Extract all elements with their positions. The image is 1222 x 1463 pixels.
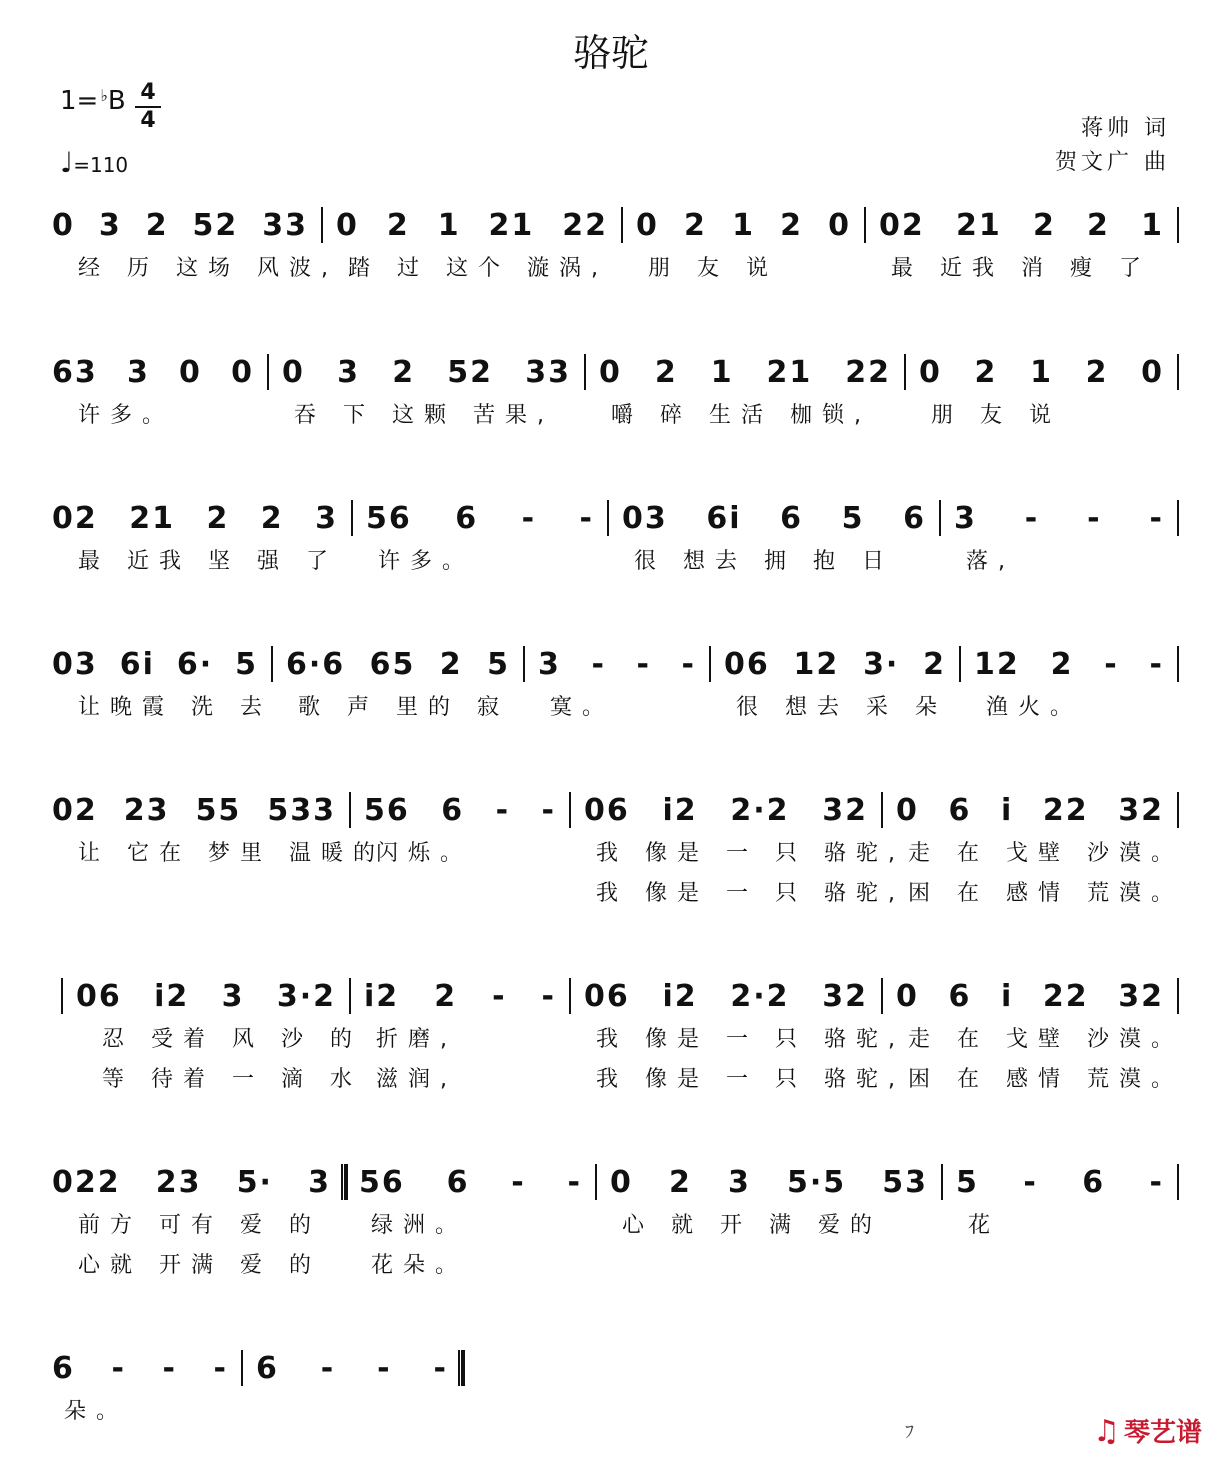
notes-row bbox=[0, 1348, 1222, 1388]
measure bbox=[896, 976, 1164, 1016]
barline bbox=[321, 207, 323, 243]
measure bbox=[584, 790, 868, 830]
lyric-segment: 心 就 开 满 爱的 bbox=[622, 1213, 882, 1238]
key-prefix: 1= bbox=[60, 86, 99, 116]
measure bbox=[282, 352, 571, 392]
note-group: - bbox=[111, 1350, 126, 1386]
lyric-segment: 我 像是 一 只 骆驼, bbox=[596, 1027, 905, 1052]
lyric-segment: 让 它在 梦里 温暖的 bbox=[78, 841, 385, 866]
note-group: 2 bbox=[260, 500, 284, 536]
measure bbox=[359, 1162, 582, 1202]
lyrics-line bbox=[0, 544, 1222, 572]
notes-row bbox=[0, 790, 1222, 830]
note-group: 6 bbox=[903, 500, 926, 536]
lyric-segment: 最 近我 消 瘦 了 bbox=[891, 256, 1151, 281]
barline bbox=[595, 1164, 597, 1200]
note-group: i2 bbox=[154, 978, 190, 1014]
note-group: 03 bbox=[622, 500, 668, 536]
note-group: 1 bbox=[1030, 354, 1053, 390]
measure bbox=[256, 1348, 448, 1388]
measure bbox=[599, 352, 891, 392]
measure bbox=[52, 790, 336, 830]
barline bbox=[621, 207, 623, 243]
note-group: 0 bbox=[896, 978, 919, 1014]
note-group: 1 bbox=[732, 207, 755, 243]
lyric-segment: 嚼 碎 生活 枷锁, bbox=[611, 403, 871, 428]
time-signature-bottom: 4 bbox=[135, 106, 161, 134]
note-group: 65 bbox=[369, 646, 416, 682]
note-group: 63 bbox=[52, 354, 98, 390]
lyric-segment: 等 待着 一 滴 水 bbox=[102, 1067, 362, 1092]
barline bbox=[904, 354, 906, 390]
note-group: 55 bbox=[195, 792, 242, 828]
note-group: 3 bbox=[126, 354, 150, 390]
lyric-segment: 朵。 bbox=[64, 1399, 129, 1424]
lyric-segment: 花 bbox=[968, 1213, 1001, 1238]
note-group: 6 bbox=[948, 978, 972, 1014]
measure bbox=[954, 498, 1164, 538]
note-group: i2 bbox=[364, 978, 400, 1014]
lyric-segment: 很 想去 拥 抱 日 bbox=[634, 549, 894, 574]
note-group: - bbox=[579, 500, 594, 536]
note-group: 02 bbox=[52, 500, 98, 536]
flat-sign: ♭ bbox=[100, 86, 108, 105]
barline bbox=[1177, 207, 1179, 243]
note-group: 52 bbox=[447, 354, 494, 390]
note-group: 53 bbox=[882, 1164, 928, 1200]
quarter-note-icon: ♩ bbox=[60, 146, 74, 179]
lyrics-line bbox=[0, 690, 1222, 718]
lyric-segment: 滋润, bbox=[376, 1067, 457, 1092]
note-group: - bbox=[162, 1350, 177, 1386]
note-group: 2·2 bbox=[730, 978, 790, 1014]
note-group: 0 bbox=[231, 354, 254, 390]
note-group: 2 bbox=[974, 354, 998, 390]
barline bbox=[523, 646, 525, 682]
measure bbox=[52, 205, 308, 245]
note-group: 2 bbox=[206, 500, 230, 536]
note-group: 3 bbox=[315, 500, 338, 536]
barline bbox=[349, 792, 351, 828]
note-group: - bbox=[541, 978, 556, 1014]
note-group: 56 bbox=[366, 500, 412, 536]
measure bbox=[52, 352, 254, 392]
note-group: 0 bbox=[336, 207, 359, 243]
lyricist-credit: 蒋帅 词 bbox=[1081, 116, 1170, 141]
note-group: 3 bbox=[538, 646, 561, 682]
measure bbox=[636, 205, 851, 245]
measure bbox=[974, 644, 1164, 684]
barline bbox=[267, 354, 269, 390]
lyric-segment: 绿洲。 bbox=[371, 1213, 468, 1238]
note-group: 3 bbox=[954, 500, 977, 536]
note-group: 03 bbox=[52, 646, 98, 682]
measure bbox=[336, 205, 608, 245]
notes-row bbox=[0, 1162, 1222, 1202]
note-group: 6 bbox=[441, 792, 465, 828]
lyric-segment: 闪烁。 bbox=[376, 841, 473, 866]
note-group: 2 bbox=[684, 207, 707, 243]
barline bbox=[959, 646, 961, 682]
lyric-segment: 忍 受着 风 沙 的 bbox=[102, 1027, 362, 1052]
lyric-segment: 经 历 这场 风波, bbox=[78, 256, 338, 281]
note-group: 6 bbox=[1082, 1164, 1106, 1200]
note-group: i bbox=[1000, 978, 1014, 1014]
note-group: 12 bbox=[793, 646, 840, 682]
lyrics-line bbox=[0, 876, 1222, 904]
lyric-segment: 渔火。 bbox=[986, 695, 1083, 720]
lyric-segment: 走 在 戈壁 沙漠。 bbox=[908, 1027, 1183, 1052]
note-group: 0 bbox=[52, 207, 75, 243]
note-group: 6 bbox=[455, 500, 479, 536]
measure bbox=[879, 205, 1164, 245]
barline bbox=[939, 500, 941, 536]
note-group: 3 bbox=[308, 1164, 331, 1200]
measure bbox=[584, 976, 868, 1016]
lyrics-line bbox=[0, 836, 1222, 864]
notes-row bbox=[0, 498, 1222, 538]
page-mark: ﾌ bbox=[905, 1422, 914, 1443]
note-group: 22 bbox=[845, 354, 891, 390]
barline bbox=[941, 1164, 943, 1200]
note-group: - bbox=[1023, 1164, 1038, 1200]
note-group: - bbox=[511, 1164, 526, 1200]
note-group: 5·5 bbox=[786, 1164, 847, 1200]
measure bbox=[76, 976, 336, 1016]
note-group: 6 bbox=[52, 1350, 75, 1386]
lyric-segment: 歌 声 里的 寂 bbox=[298, 695, 509, 720]
note-group: 32 bbox=[822, 792, 868, 828]
lyrics-line bbox=[0, 251, 1222, 279]
note-group: - bbox=[320, 1350, 336, 1386]
measure bbox=[610, 1162, 928, 1202]
measure bbox=[956, 1162, 1164, 1202]
note-group: 22 bbox=[1042, 792, 1089, 828]
lyrics-line bbox=[0, 1022, 1222, 1050]
barline bbox=[1177, 1164, 1179, 1200]
note-group: - bbox=[213, 1350, 228, 1386]
lyric-segment: 我 像是 一 只 骆驼, bbox=[596, 841, 905, 866]
barline bbox=[569, 792, 571, 828]
composer-credit: 贺文广 曲 bbox=[1055, 150, 1170, 175]
credits bbox=[1055, 112, 1170, 180]
measure bbox=[538, 644, 696, 684]
note-group: - bbox=[1104, 646, 1119, 682]
note-group: 0 bbox=[599, 354, 622, 390]
barline bbox=[1177, 646, 1179, 682]
note-group: - bbox=[1024, 500, 1040, 536]
lyric-segment: 朋 友 说 bbox=[648, 256, 778, 281]
note-group: - bbox=[1087, 500, 1102, 536]
note-group: 6 bbox=[948, 792, 972, 828]
lyrics-line bbox=[0, 1208, 1222, 1236]
note-group: - bbox=[591, 646, 606, 682]
note-group: 6 bbox=[256, 1350, 279, 1386]
key-note: B bbox=[107, 86, 126, 116]
note-group: 02 bbox=[52, 792, 98, 828]
note-group: 21 bbox=[129, 500, 175, 536]
note-group: 0 bbox=[896, 792, 919, 828]
measure bbox=[52, 1348, 228, 1388]
note-group: - bbox=[1149, 1164, 1164, 1200]
notes-row bbox=[0, 644, 1222, 684]
barline bbox=[61, 978, 63, 1014]
lyric-segment: 困 在 感情 荒漠。 bbox=[908, 1067, 1183, 1092]
tempo-value: =110 bbox=[73, 153, 129, 177]
note-group: 5 bbox=[487, 646, 510, 682]
lyric-segment: 前方 可有 爱 的 bbox=[78, 1213, 321, 1238]
lyric-segment: 许多。 bbox=[78, 403, 175, 428]
note-group: 022 bbox=[52, 1164, 121, 1200]
note-group: - bbox=[636, 646, 651, 682]
note-group: 02 bbox=[879, 207, 925, 243]
logo-icon: ♫ bbox=[1093, 1414, 1120, 1449]
note-group: 6i bbox=[119, 646, 155, 682]
note-group: 56 bbox=[359, 1164, 405, 1200]
note-group: 23 bbox=[155, 1164, 202, 1200]
lyric-segment: 走 在 戈壁 沙漠。 bbox=[908, 841, 1183, 866]
note-group: - bbox=[541, 792, 556, 828]
note-group: 3 bbox=[221, 978, 245, 1014]
note-group: 3·2 bbox=[276, 978, 336, 1014]
double-barline bbox=[458, 1350, 465, 1386]
note-group: 2 bbox=[386, 207, 410, 243]
note-group: 32 bbox=[822, 978, 868, 1014]
notes-row bbox=[0, 352, 1222, 392]
note-group: 2·2 bbox=[730, 792, 790, 828]
note-group: 56 bbox=[364, 792, 410, 828]
note-group: 0 bbox=[919, 354, 942, 390]
watermark-text: 琴艺谱 bbox=[1123, 1418, 1202, 1448]
measure bbox=[622, 498, 926, 538]
note-group: 3· bbox=[863, 646, 900, 682]
note-group: 21 bbox=[488, 207, 535, 243]
barline bbox=[709, 646, 711, 682]
measure bbox=[724, 644, 946, 684]
note-group: 52 bbox=[192, 207, 239, 243]
note-group: 33 bbox=[525, 354, 571, 390]
note-group: 2 bbox=[654, 354, 678, 390]
barline bbox=[607, 500, 609, 536]
note-group: 06 bbox=[584, 978, 630, 1014]
measure bbox=[364, 976, 556, 1016]
note-group: - bbox=[433, 1350, 448, 1386]
barline bbox=[1177, 792, 1179, 828]
note-group: 2 bbox=[1087, 207, 1110, 243]
barline bbox=[271, 646, 273, 682]
note-group: 22 bbox=[562, 207, 608, 243]
barline bbox=[1177, 500, 1179, 536]
note-group: 2 bbox=[434, 978, 458, 1014]
note-group: 21 bbox=[955, 207, 1002, 243]
note-group: 12 bbox=[974, 646, 1020, 682]
note-group: 22 bbox=[1042, 978, 1089, 1014]
time-signature bbox=[135, 80, 161, 134]
note-group: 0 bbox=[636, 207, 659, 243]
lyric-segment: 花朵。 bbox=[371, 1253, 468, 1278]
note-group: i2 bbox=[662, 978, 698, 1014]
note-group: 06 bbox=[584, 792, 630, 828]
lyrics-line bbox=[0, 1062, 1222, 1090]
notes-row bbox=[0, 205, 1222, 245]
note-group: 0 bbox=[179, 354, 202, 390]
note-group: 1 bbox=[437, 207, 461, 243]
note-group: 6·6 bbox=[286, 646, 346, 682]
note-group: i2 bbox=[662, 792, 698, 828]
note-group: 2 bbox=[780, 207, 803, 243]
note-group: 21 bbox=[766, 354, 813, 390]
key-signature bbox=[60, 86, 126, 116]
note-group: 06 bbox=[76, 978, 122, 1014]
notes-row bbox=[0, 976, 1222, 1016]
measure bbox=[896, 790, 1164, 830]
note-group: 33 bbox=[262, 207, 308, 243]
note-group: 5 bbox=[841, 500, 865, 536]
lyric-segment: 我 像是 一 只 骆驼, bbox=[596, 881, 905, 906]
lyrics-line bbox=[0, 398, 1222, 426]
measure bbox=[919, 352, 1164, 392]
note-group: 2 bbox=[392, 354, 416, 390]
lyric-segment: 折磨, bbox=[376, 1027, 457, 1052]
barline bbox=[351, 500, 353, 536]
lyric-segment: 朋 友 说 bbox=[931, 403, 1061, 428]
watermark bbox=[1093, 1412, 1202, 1449]
lyric-segment: 让晚霞 洗 去 bbox=[78, 695, 272, 720]
lyric-segment: 落, bbox=[966, 549, 1015, 574]
note-group: - bbox=[567, 1164, 582, 1200]
note-group: 06 bbox=[724, 646, 770, 682]
note-group: 6 bbox=[780, 500, 804, 536]
note-group: - bbox=[1149, 646, 1164, 682]
lyric-segment: 很 想去 采 朵 bbox=[736, 695, 947, 720]
barline bbox=[1177, 978, 1179, 1014]
note-group: 5 bbox=[956, 1164, 979, 1200]
barline bbox=[881, 792, 883, 828]
note-group: 32 bbox=[1118, 792, 1164, 828]
note-group: - bbox=[495, 792, 511, 828]
note-group: 3 bbox=[727, 1164, 751, 1200]
note-group: 533 bbox=[267, 792, 336, 828]
lyric-segment: 我 像是 一 只 骆驼, bbox=[596, 1067, 905, 1092]
note-group: 2 bbox=[923, 646, 946, 682]
note-group: 2 bbox=[668, 1164, 692, 1200]
lyric-segment: 许多。 bbox=[378, 549, 475, 574]
note-group: 2 bbox=[1032, 207, 1056, 243]
barline bbox=[864, 207, 866, 243]
lyric-segment: 吞 下 这颗 苦果, bbox=[294, 403, 554, 428]
note-group: 5 bbox=[235, 646, 258, 682]
note-group: 6· bbox=[176, 646, 214, 682]
note-group: 3 bbox=[337, 354, 360, 390]
measure bbox=[52, 644, 258, 684]
note-group: 2 bbox=[1050, 646, 1074, 682]
barline bbox=[881, 978, 883, 1014]
note-group: i bbox=[1000, 792, 1014, 828]
note-group: 0 bbox=[610, 1164, 633, 1200]
note-group: 6i bbox=[706, 500, 742, 536]
measure bbox=[52, 498, 338, 538]
lyric-segment: 踏 过 这个 漩涡, bbox=[348, 256, 608, 281]
note-group: - bbox=[1149, 500, 1164, 536]
lyric-segment: 心就 开满 爱 的 bbox=[78, 1253, 321, 1278]
note-group: 1 bbox=[710, 354, 734, 390]
note-group: - bbox=[492, 978, 507, 1014]
measure bbox=[286, 644, 510, 684]
double-barline bbox=[341, 1164, 348, 1200]
note-group: - bbox=[377, 1350, 392, 1386]
lyric-segment: 寞。 bbox=[550, 695, 615, 720]
note-group: 5· bbox=[236, 1164, 273, 1200]
note-group: 6 bbox=[446, 1164, 470, 1200]
measure bbox=[364, 790, 556, 830]
note-group: 32 bbox=[1118, 978, 1164, 1014]
note-group: 0 bbox=[828, 207, 851, 243]
measure bbox=[52, 1162, 331, 1202]
lyric-segment: 最 近我 坚 强 了 bbox=[78, 549, 338, 574]
barline bbox=[569, 978, 571, 1014]
note-group: 0 bbox=[1141, 354, 1164, 390]
barline bbox=[241, 1350, 243, 1386]
note-group: 2 bbox=[1085, 354, 1109, 390]
time-signature-top: 4 bbox=[140, 80, 156, 105]
note-group: 2 bbox=[439, 646, 463, 682]
tempo-marking bbox=[60, 146, 128, 179]
barline bbox=[349, 978, 351, 1014]
note-group: 3 bbox=[98, 207, 122, 243]
note-group: 0 bbox=[282, 354, 305, 390]
note-group: 2 bbox=[145, 207, 169, 243]
barline bbox=[1177, 354, 1179, 390]
song-title: 骆驼 bbox=[572, 31, 649, 75]
note-group: - bbox=[681, 646, 696, 682]
lyrics-line bbox=[0, 1394, 1222, 1422]
barline bbox=[584, 354, 586, 390]
note-group: 1 bbox=[1141, 207, 1164, 243]
note-group: - bbox=[521, 500, 537, 536]
lyrics-line bbox=[0, 1248, 1222, 1276]
lyric-segment: 困 在 感情 荒漠。 bbox=[908, 881, 1183, 906]
note-group: 23 bbox=[123, 792, 170, 828]
measure bbox=[366, 498, 594, 538]
